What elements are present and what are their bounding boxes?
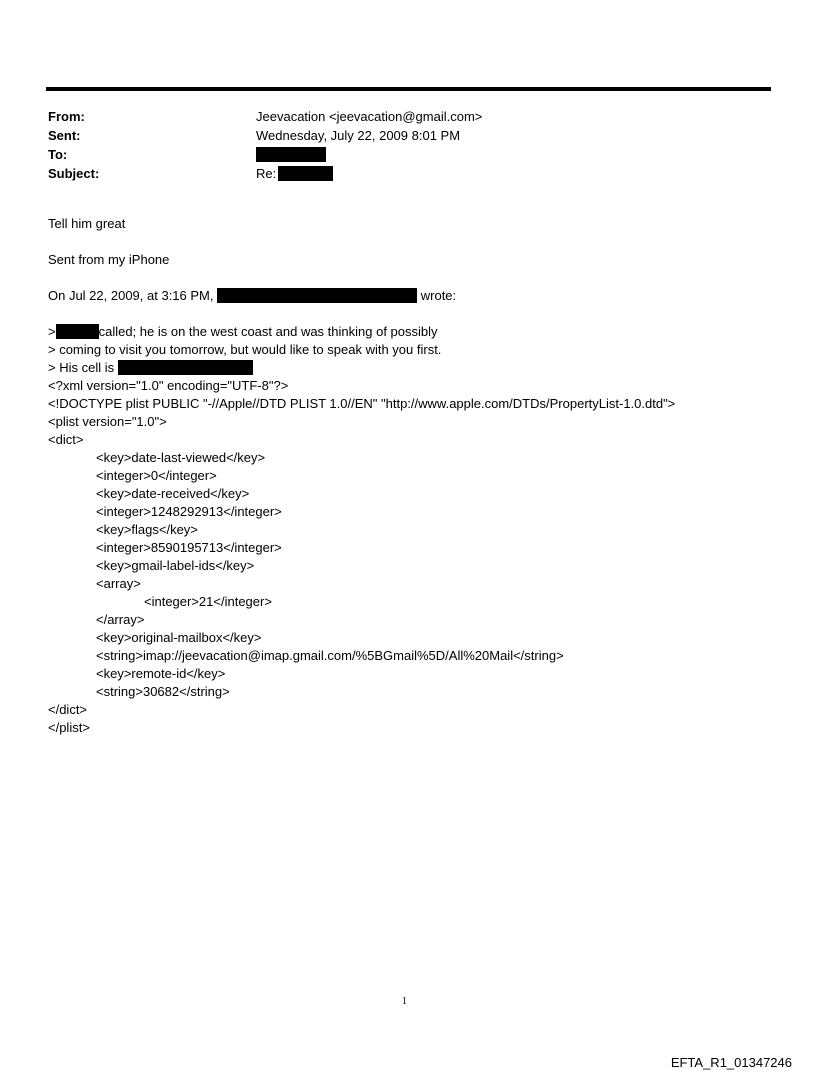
header-rule [46, 87, 771, 91]
signature-line: Sent from my iPhone [48, 252, 170, 267]
xml-line: <plist version="1.0"> [48, 414, 167, 429]
from-label: From: [48, 109, 85, 124]
xml-line: <key>remote-id</key> [96, 666, 226, 681]
subject-label: Subject: [48, 166, 100, 181]
name-redaction [56, 324, 99, 339]
quote-line: > coming to visit you tomorrow, but would like to speak with you first. [48, 342, 442, 357]
to-redaction [256, 147, 326, 162]
xml-line: <integer>1248292913</integer> [96, 504, 282, 519]
quote-marker: > [48, 324, 56, 339]
to-row [48, 145, 482, 164]
xml-line: <key>original-mailbox</key> [96, 630, 262, 645]
xml-line: </array> [96, 612, 145, 627]
xml-line: <array> [96, 576, 141, 591]
wrote-prefix: On Jul 22, 2009, at 3:16 PM, [48, 288, 214, 303]
xml-line: <?xml version="1.0" encoding="UTF-8"?> [48, 378, 289, 393]
document-id: EFTA_R1_01347246 [670, 1055, 792, 1070]
sender-redaction [217, 288, 417, 303]
xml-line: </plist> [48, 720, 90, 735]
from-value: Jeevacation <jeevacation@gmail.com> [256, 109, 483, 124]
xml-line: <key>gmail-label-ids</key> [96, 558, 255, 573]
subject-row [48, 164, 482, 183]
quote-line [48, 359, 675, 377]
subject-redaction [278, 166, 333, 181]
xml-line: </dict> [48, 702, 88, 717]
xml-line: <integer>8590195713</integer> [96, 540, 282, 555]
xml-line: <string>imap://jeevacation@imap.gmail.com/%5BGmail%5D/All%20Mail</string> [96, 648, 564, 663]
sent-value: Wednesday, July 22, 2009 8:01 PM [256, 128, 461, 143]
wrote-line [48, 287, 675, 305]
sent-label: Sent: [48, 128, 81, 143]
xml-line: <dict> [48, 432, 84, 447]
email-header [48, 107, 482, 183]
subject-prefix: Re: [256, 166, 277, 181]
to-label: To: [48, 147, 68, 162]
xml-line: <key>date-received</key> [96, 486, 250, 501]
wrote-suffix: wrote: [420, 288, 457, 303]
email-body [48, 215, 675, 737]
xml-line: <integer>0</integer> [96, 468, 217, 483]
phone-redaction [118, 360, 253, 375]
quote-text: called; he is on the west coast and was thinking of possibly [98, 324, 438, 339]
quote-text: > His cell is [48, 360, 115, 375]
quote-line [48, 323, 675, 341]
xml-line: <key>flags</key> [96, 522, 198, 537]
sent-row [48, 126, 482, 145]
xml-line: <!DOCTYPE plist PUBLIC "-//Apple//DTD PLIST 1.0//EN" "http://www.apple.com/DTDs/PropertyList-1.0.dtd"> [48, 396, 676, 411]
xml-line: <key>date-last-viewed</key> [96, 450, 266, 465]
from-row [48, 107, 482, 126]
body-line: Tell him great [48, 216, 126, 231]
xml-line: <integer>21</integer> [144, 594, 272, 609]
xml-line: <string>30682</string> [96, 684, 230, 699]
page-number: 1 [402, 996, 407, 1007]
